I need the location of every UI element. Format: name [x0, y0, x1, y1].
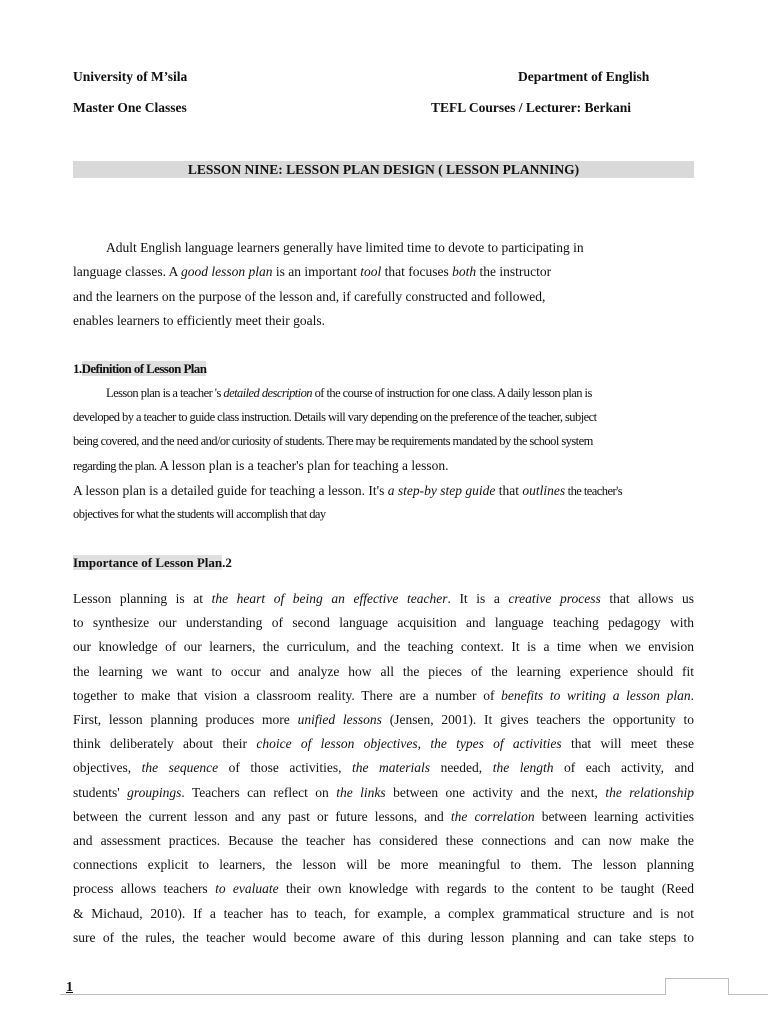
section-2-line: process allows teachers to evaluate their own knowledge with regards to the content to be taught (Reed [73, 881, 695, 897]
section-2-line: and assessment practices. Because the teacher has considered these connections and can now make the [73, 833, 694, 849]
section-2-line: together to make that vision a classroom reality. There are a number of benefits to writing a lesson plan. [73, 687, 694, 703]
section-2-line: objectives, the sequence of those activities, the materials needed, the length of each activity, and [73, 760, 694, 776]
section-1-heading: 1.Definition of Lesson Plan [73, 361, 207, 376]
section-2-line: the learning we want to occur and analyze how all the pieces of the learning experience should fit [73, 663, 694, 679]
section-1-line-6: objectives for what the students will accomplish that day [73, 507, 326, 521]
footer-rule [60, 994, 768, 995]
section-2-line: & Michaud, 2010). If a teacher has to teach, for example, a complex grammatical structure and is not [73, 905, 694, 921]
footer-tab [665, 978, 729, 995]
section-2-heading: Importance of Lesson Plan.2 [73, 555, 232, 570]
section-2-line: between the current lesson and any past or future lessons, and the correlation between learning activities [73, 808, 694, 824]
course-lecturer: TEFL Courses / Lecturer: Berkani [431, 100, 631, 115]
section-2-line: Lesson planning is at the heart of being an effective teacher. It is a creative process that allows us [73, 591, 694, 606]
intro-line-1: Adult English language learners generally have limited time to devote to participating in [106, 240, 584, 255]
section-2-body [73, 587, 694, 950]
section-1-line-2: developed by a teacher to guide class instruction. Details will vary depending on the preference of the teacher, subject [73, 410, 597, 424]
university-name: University of M’sila [73, 69, 188, 84]
section-1-line-5: A lesson plan is a detailed guide for teaching a lesson. It's a step-by step guide that outlines the teacher's [73, 483, 623, 498]
section-1-line-3: being covered, and the need and/or curiosity of students. There may be requirements mandated by the school system [73, 434, 593, 448]
section-2-line: our knowledge of our learners, the curriculum, and the teaching context. It is a time when we envision [73, 639, 694, 655]
section-1-line-1: Lesson plan is a teacher 's detailed description of the course of instruction for one class. A daily lesson plan is [106, 386, 592, 400]
section-2-line: connections explicit to learners, the lesson will be more meaningful to them. The lesson planning [73, 857, 694, 873]
page-number: 1 [66, 980, 73, 995]
lesson-title: LESSON NINE: LESSON PLAN DESIGN ( LESSON PLANNING) [73, 161, 694, 178]
intro-line-2: language classes. A good lesson plan is an important tool that focuses both the instructor [73, 264, 552, 279]
intro-line-3: and the learners on the purpose of the lesson and, if carefully constructed and followed, [73, 289, 546, 304]
section-1-line-4: regarding the plan. A lesson plan is a teacher's plan for teaching a lesson. [73, 458, 449, 473]
department-name: Department of English [518, 69, 650, 84]
section-2-line: students' groupings. Teachers can reflect on the links between one activity and the next, the relationship [73, 784, 694, 800]
section-2-line: think deliberately about their choice of lesson objectives, the types of activities that will meet these [73, 736, 695, 752]
section-2-line: sure of the rules, the teacher would become aware of this during lesson planning and can take steps to [73, 929, 694, 945]
section-2-line: to synthesize our understanding of second language acquisition and language teaching pedagogy with [73, 615, 694, 631]
section-2-line: First, lesson planning produces more unified lessons (Jensen, 2001). It gives teachers the opportunity to [73, 712, 695, 728]
class-name: Master One Classes [73, 100, 187, 115]
intro-line-4: enables learners to efficiently meet their goals. [73, 313, 326, 328]
